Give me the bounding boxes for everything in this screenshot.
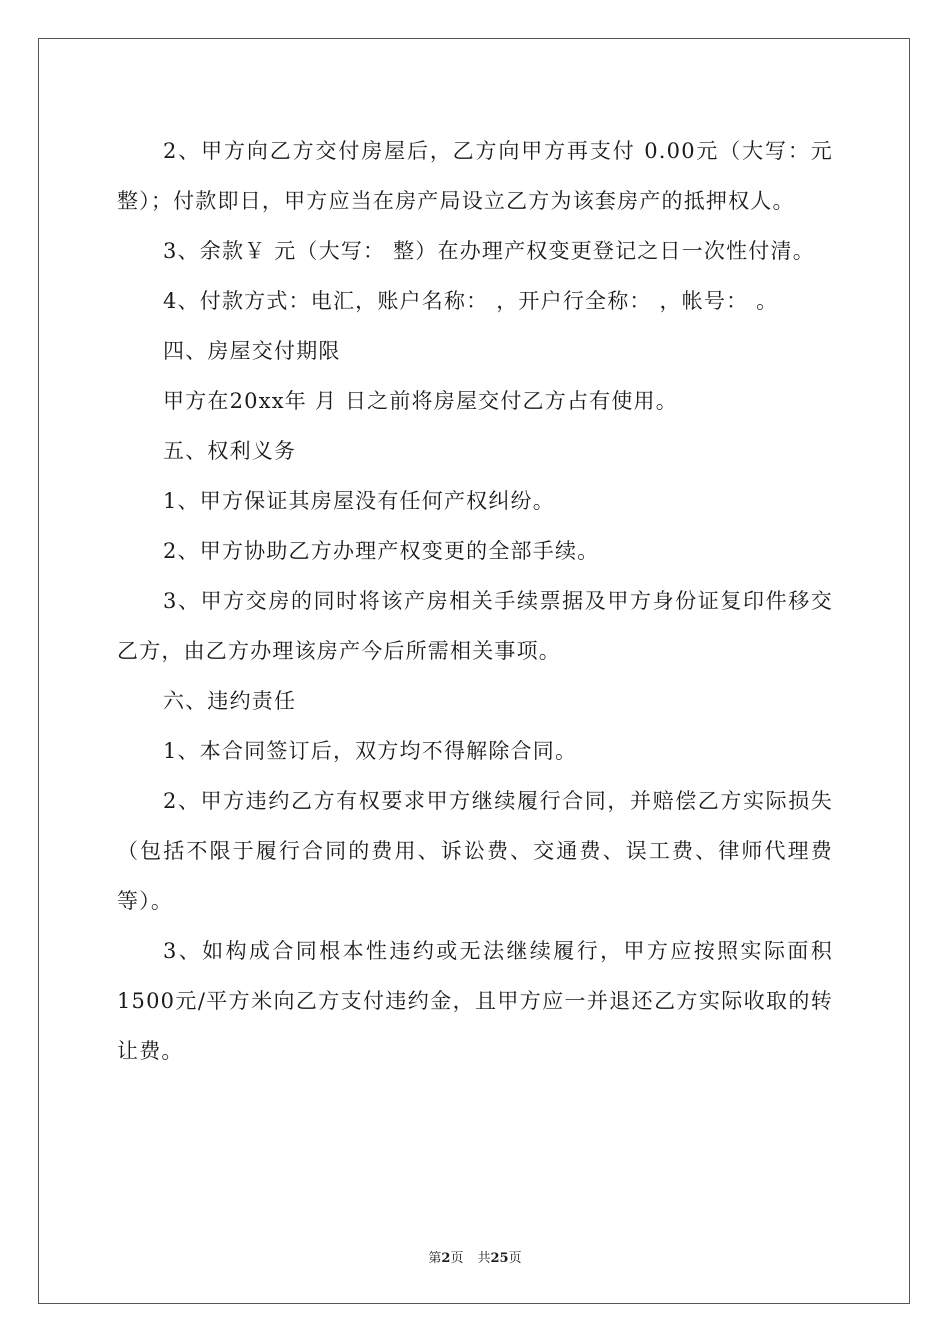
paragraph-payment-2: 2、甲方向乙方交付房屋后，乙方向甲方再支付 0.00元（大写：元整）；付款即日，甲方应当在房产局设立乙方为该套房产的抵押权人。 (117, 139, 833, 213)
paragraph-breach-1: 1、本合同签订后，双方均不得解除合同。 (163, 739, 578, 763)
section-heading-rights: 五、权利义务 (163, 439, 297, 463)
paragraph-breach-2: 2、甲方违约乙方有权要求甲方继续履行合同，并赔偿乙方实际损失（包括不限于履行合同的费用、诉讼费、交通费、误工费、律师代理费等）。 (117, 789, 833, 913)
document-body (117, 126, 833, 1076)
total-pages: 25 (490, 1251, 509, 1266)
paragraph-rights-1: 1、甲方保证其房屋没有任何产权纠纷。 (163, 489, 555, 513)
paragraph-delivery-date: 甲方在20xx年 月 日之前将房屋交付乙方占有使用。 (163, 389, 678, 413)
page-prefix: 第 (428, 1251, 442, 1266)
paragraph-rights-2: 2、甲方协助乙方办理产权变更的全部手续。 (163, 539, 600, 563)
section-heading-delivery: 四、房屋交付期限 (163, 339, 341, 363)
total-prefix: 共 (477, 1251, 491, 1266)
page-suffix: 页 (450, 1251, 464, 1266)
page-number: 2 (441, 1251, 451, 1266)
section-heading-breach: 六、违约责任 (163, 689, 297, 713)
paragraph-payment-3: 3、余款￥ 元（大写： 整）在办理产权变更登记之日一次性付清。 (163, 239, 815, 263)
page-footer (0, 1247, 950, 1266)
paragraph-breach-3: 3、如构成合同根本性违约或无法继续履行，甲方应按照实际面积1500元/平方米向乙方支付违约金，且甲方应一并退还乙方实际收取的转让费。 (117, 939, 833, 1063)
total-suffix: 页 (508, 1251, 522, 1266)
paragraph-rights-3: 3、甲方交房的同时将该产房相关手续票据及甲方身份证复印件移交乙方，由乙方办理该房产今后所需相关事项。 (117, 589, 833, 663)
paragraph-payment-method: 4、付款方式：电汇，账户名称： ，开户行全称： ，帐号： 。 (163, 289, 779, 313)
